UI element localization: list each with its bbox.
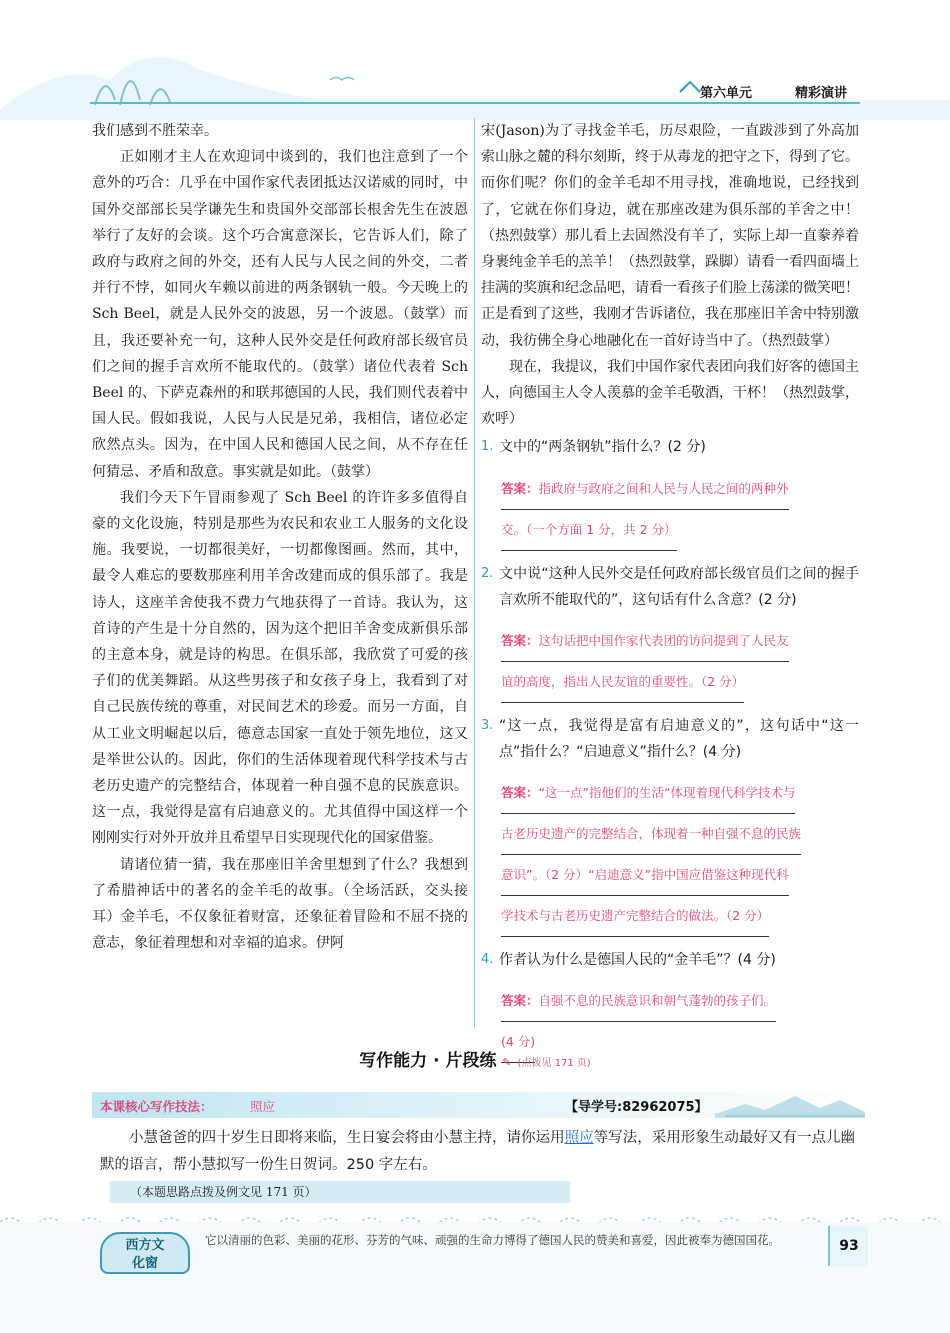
answer-line: 交。（一个方面 1 分，共 2 分）	[501, 510, 677, 551]
column-divider	[474, 118, 475, 1028]
answer-line: 答案：这句话把中国作家代表团的访问提到了人民友	[501, 621, 789, 662]
writing-title-text: 写作能力 · 片段练	[359, 1051, 497, 1071]
answer-3	[501, 773, 859, 937]
answer-line: (4 分)	[501, 1022, 535, 1063]
highlight-term: 照应	[564, 1130, 594, 1146]
question-4	[481, 947, 859, 973]
question-text: 文中的“两条钢轨”指什么？(2 分)	[499, 439, 706, 456]
unit-tab: 第六单元	[700, 86, 753, 101]
question-number: 1.	[481, 439, 494, 455]
question-text: “这一点，我觉得是富有启迪意义的”，这句话中“这一点”指什么？“启迪意义”指什么？(4 分)	[499, 717, 859, 760]
question-number: 2.	[481, 565, 494, 581]
left-column	[92, 118, 468, 957]
culture-window-badge	[100, 1232, 190, 1274]
paragraph: 宋(Jason)为了寻找金羊毛，历尽艰险，一直跋涉到了外高加索山脉之麓的科尔刻斯，终于从毒龙的把守之下，得到了它。而你们呢？你们的金羊毛却不用寻找，准确地说，已经找到了，它就在你们身边，就在那座改建为俱乐部的羊舍之中！（热烈鼓掌）那儿看上去固然没有羊了，实际上却一直豢养着身裹纯金羊毛的羔羊！（热烈鼓掌，跺脚）请看一看四面墙上挂满的奖旗和纪念品吧，请看一看孩子们脸上荡漾的微笑吧！正是看到了这些，我刚才告诉诸位，我在那座旧羊舍中特别激动，我彷佛全身心地融化在一首好诗当中了。（热烈鼓掌）	[481, 123, 859, 349]
question-number: 4.	[481, 951, 494, 967]
question-3	[481, 713, 859, 765]
question-2	[481, 561, 859, 613]
answer-line: 学技术与古老历史遗产完整结合的做法。（2 分）	[501, 896, 769, 937]
writing-section-title	[0, 1046, 950, 1071]
badge-line: 西方文	[125, 1238, 165, 1253]
page-number: 93	[828, 1226, 868, 1266]
answer-2	[501, 621, 859, 703]
right-column	[481, 118, 859, 1073]
section-tab: 精彩演讲	[795, 86, 848, 101]
paragraph: 正如刚才主人在欢迎词中谈到的，我们也注意到了一个意外的巧合：几乎在中国作家代表团抵达汉诺威的同时，中国外交部部长吴学谦先生和贵国外交部部长根舍先生在波恩举行了友好的会谈。这个巧合寓意深长，它告诉人们，除了政府与政府之间的外交，还有人民与人民之间的外交，二者并行不悖，如同火车赖以前进的两条钢轨一般。今天晚上的 Sch Beel，就是人民外交的波恩，另一个波恩。（鼓掌）而且，我还要补充一句，这种人民外交是任何政府部长级官员们之间的握手言欢所不能取代的。（鼓掌）诸位代表着 Sch Beel 的、下萨克森州的和联邦德国的人民，我们则代表着中国人民。假如我说，人民与人民是兄弟，我相信，诸位必定欣然点头。因为，在中国人民和德国人民之间，从不存在任何猜忌、矛盾和敌意。事实就是如此。（鼓掌）	[92, 149, 468, 480]
paragraph: 请诸位猜一猜，我在那座旧羊舍里想到了什么？我想到了希腊神话中的著名的金羊毛的故事。（全场活跃，交头接耳）金羊毛，不仅象征着财富，还象征着冒险和不屈不挠的意志，象征着理想和对幸福的追求。伊阿	[92, 856, 468, 952]
question-1	[481, 434, 859, 460]
answer-line: 意识”。（2 分）“启迪意义”指中国应借鉴这种现代科	[501, 855, 789, 896]
answer-line: 答案：“这一点”指他们的生活“体现着现代科学技术与	[501, 773, 795, 814]
answer-line: 答案：指政府与政府之间和人民与人民之间的两种外	[501, 469, 789, 510]
answer-line: 谊的高度，指出人民友谊的重要性。（2 分）	[501, 662, 744, 703]
question-text: 作者认为什么是德国人民的“金羊毛”？(4 分)	[499, 951, 776, 968]
culture-text: 它以清丽的色彩、美丽的花形、芬芳的气味、顽强的生命力博得了德国人民的赞美和喜爱，因此被奉为德国国花。	[205, 1233, 780, 1247]
pen-icon: ✎	[502, 1056, 512, 1069]
answer-line: 古老历史遗产的完整结合，体现着一种自强不息的民族	[501, 814, 801, 855]
paragraph: 我们感到不胜荣幸。	[92, 123, 218, 139]
question-number: 3.	[481, 717, 494, 733]
guide-number: 【导学号:82962075】	[565, 1100, 708, 1115]
badge-line: 化窗	[131, 1256, 158, 1271]
question-text: 文中说“这种人民外交是任何政府部长级官员们之间的握手言欢所不能取代的”，这句话有什么含意？(2 分)	[499, 565, 859, 608]
paragraph: 我们今天下午冒雨参观了 Sch Beel 的许许多多值得自豪的文化设施，特别是那些为农民和农业工人服务的文化设施。我要说，一切都很美好，一切都像图画。然而，其中，最令人难忘的要数那座利用羊舍改建而成的俱乐部了。我是诗人，这座羊舍使我不费力气地获得了一首诗。我认为，这首诗的产生是十分自然的，因为这个把旧羊舍变成新俱乐部的主意本身，就是诗的构思。在俱乐部，我欣赏了可爱的孩子们的优美舞蹈。从这些男孩子和女孩子身上，我看到了对自己民族传统的尊重，对民间艺术的珍爱。而另一方面，自从工业文明崛起以后，德意志国家一直处于领先地位，这又是举世公认的。因此，你们的生活体现着现代科学技术与古老历史遗产的完整结合，体现着一种自强不息的民族意识。这一点，我觉得是富有启迪意义的。尤其值得中国这样一个刚刚实行对外开放并且希望早日实现现代化的国家借鉴。	[92, 489, 468, 847]
method-value: 照应	[250, 1099, 276, 1114]
mountain-decoration-icon	[715, 1090, 865, 1118]
method-label: 本课核心写作技法：	[100, 1099, 213, 1114]
answer-line: 答案：自强不息的民族意识和朝气蓬勃的孩子们。	[501, 981, 776, 1022]
answer-1	[501, 469, 859, 551]
writing-reference: (点拨见 171 页)	[517, 1058, 591, 1069]
paragraph: 现在，我提议，我们中国作家代表团向我们好客的德国主人，向德国主人令人羡慕的金羊毛敬酒，干杯！（热烈鼓掌，欢呼）	[481, 358, 859, 428]
writing-note: （本题思路点拨及例文见 171 页）	[130, 1185, 317, 1199]
header-rule	[90, 102, 860, 104]
writing-prompt: 小慧爸爸的四十岁生日即将来临，生日宴会将由小慧主持，请你运用照应等写法，采用形象生动最好又有一点儿幽默的语言，帮小慧拟写一份生日贺词。250 字左右。	[100, 1130, 856, 1173]
